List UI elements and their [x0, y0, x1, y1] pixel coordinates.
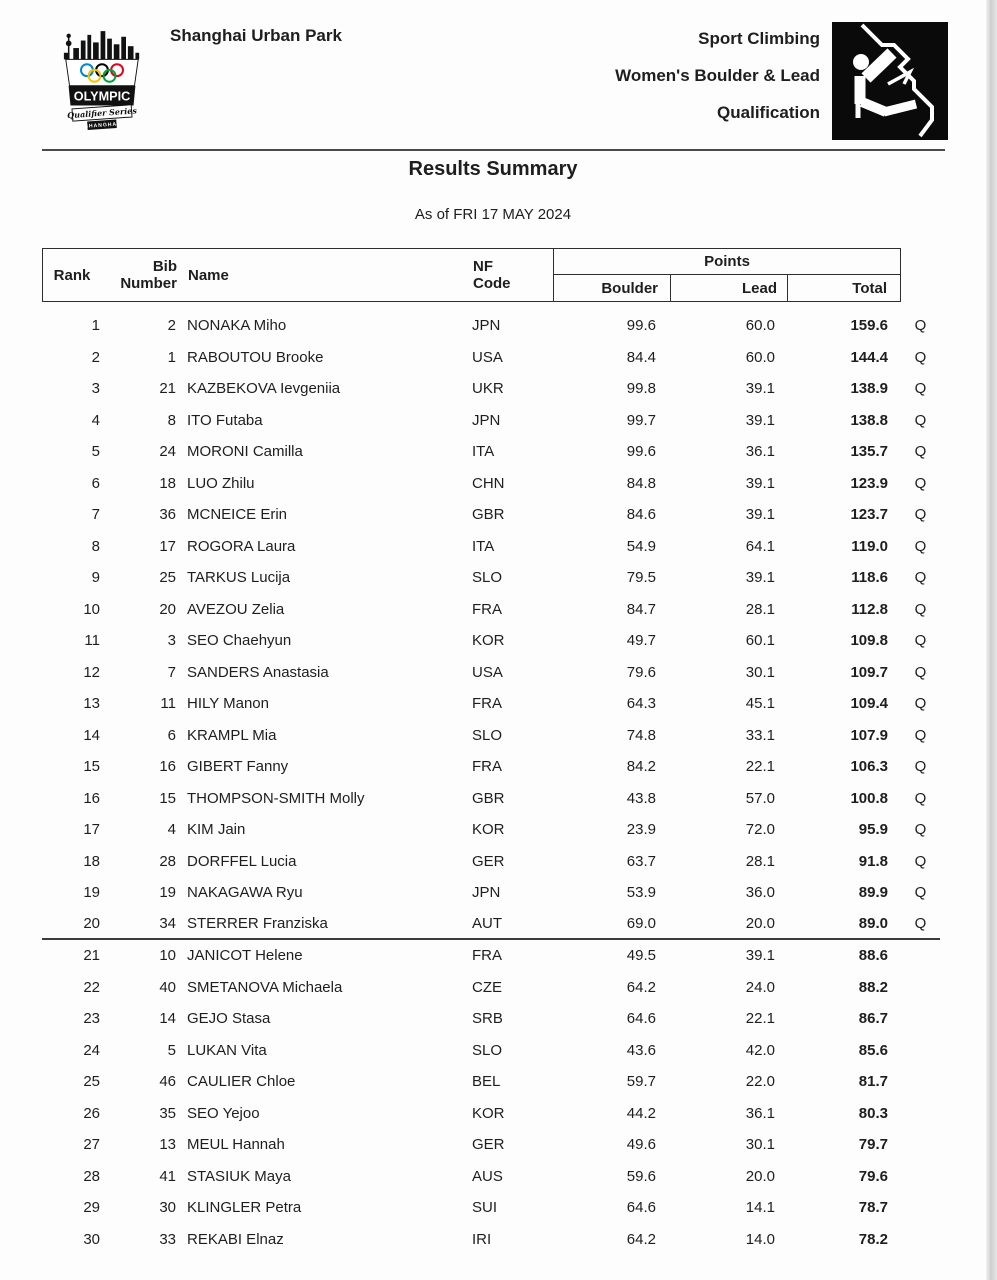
nf-code-cell: SLO — [472, 1041, 503, 1059]
table-row — [42, 594, 940, 626]
bib-cell: 11 — [160, 695, 176, 713]
total-points-cell: 79.7 — [858, 1136, 888, 1154]
rank-cell: 1 — [91, 317, 100, 335]
bib-cell: 24 — [159, 443, 176, 461]
qualified-mark: Q — [914, 474, 927, 492]
nf-code-cell: AUS — [472, 1167, 503, 1185]
bib-cell: 25 — [159, 569, 176, 587]
lead-points-cell: 36.0 — [745, 884, 775, 902]
table-row — [42, 1098, 940, 1130]
lead-points-cell: 39.1 — [745, 411, 775, 429]
name-cell: JANICOT Helene — [187, 947, 303, 965]
name-cell: SEO Chaehyun — [187, 632, 292, 650]
rank-cell: 14 — [83, 726, 100, 744]
rank-cell: 11 — [84, 632, 100, 650]
bib-cell: 7 — [167, 663, 176, 681]
bib-cell: 28 — [159, 852, 176, 870]
rank-cell: 2 — [91, 348, 100, 366]
results-table-header — [42, 248, 901, 302]
total-points-cell: 88.2 — [858, 978, 888, 996]
table-row — [42, 499, 940, 531]
bib-cell: 3 — [167, 632, 176, 650]
bib-cell: 2 — [167, 317, 176, 335]
nf-code-cell: GER — [472, 1136, 505, 1154]
table-row — [42, 940, 940, 972]
nf-code-cell: UKR — [472, 380, 504, 398]
bib-cell: 5 — [167, 1041, 176, 1059]
nf-code-cell: KOR — [472, 1104, 505, 1122]
nf-code-cell: CZE — [472, 978, 502, 996]
boulder-points-cell: 64.6 — [626, 1010, 656, 1028]
total-points-cell: 144.4 — [850, 348, 888, 366]
lead-points-cell: 60.1 — [745, 632, 775, 650]
lead-points-cell: 39.1 — [745, 506, 775, 524]
boulder-points-cell: 79.5 — [626, 569, 656, 587]
name-cell: KAZBEKOVA Ievgeniia — [187, 380, 341, 398]
boulder-points-cell: 84.6 — [626, 506, 656, 524]
rank-cell: 15 — [83, 758, 100, 776]
bib-cell: 14 — [159, 1010, 176, 1028]
qualified-mark: Q — [914, 884, 927, 902]
lead-points-cell: 60.0 — [745, 348, 775, 366]
total-points-cell: 95.9 — [858, 821, 888, 839]
lead-points-cell: 33.1 — [745, 726, 775, 744]
phase-label: Qualification — [717, 103, 820, 122]
event-label: Women's Boulder & Lead — [615, 66, 820, 85]
column-header-total: Total — [787, 275, 900, 301]
bib-cell: 35 — [159, 1104, 176, 1122]
rank-cell: 5 — [91, 443, 100, 461]
lead-points-cell: 72.0 — [745, 821, 775, 839]
results-table-body — [42, 310, 940, 1255]
boulder-points-cell: 79.6 — [626, 663, 656, 681]
olympic-qualifier-series-logo-icon — [62, 22, 142, 140]
lead-points-cell: 30.1 — [745, 1136, 775, 1154]
nf-code-cell: GER — [472, 852, 505, 870]
qualified-mark: Q — [914, 821, 927, 839]
bib-cell: 36 — [159, 506, 176, 524]
sport-climbing-pictogram-icon — [832, 22, 948, 140]
name-cell: STERRER Franziska — [187, 914, 328, 932]
column-header-points: Points — [554, 249, 900, 275]
bib-cell: 34 — [159, 914, 176, 932]
bib-cell: 19 — [159, 884, 176, 902]
table-row — [42, 814, 940, 846]
qualified-mark: Q — [914, 914, 927, 932]
table-row — [42, 1129, 940, 1161]
column-header-rank: Rank — [53, 266, 91, 284]
qualified-mark: Q — [914, 758, 927, 776]
lead-points-cell: 14.0 — [745, 1230, 775, 1248]
lead-points-cell: 28.1 — [745, 852, 775, 870]
table-row — [42, 1035, 940, 1067]
total-points-cell: 112.8 — [851, 600, 888, 618]
lead-points-cell: 39.1 — [745, 380, 775, 398]
rank-cell: 25 — [83, 1073, 100, 1091]
name-cell: SANDERS Anastasia — [187, 663, 329, 681]
table-row — [42, 310, 940, 342]
qualified-mark: Q — [914, 600, 927, 618]
qualified-mark: Q — [914, 663, 927, 681]
total-points-cell: 81.7 — [858, 1073, 888, 1091]
total-points-cell: 80.3 — [858, 1104, 888, 1122]
total-points-cell: 78.2 — [858, 1230, 888, 1248]
nf-code-cell: FRA — [472, 695, 502, 713]
total-points-cell: 109.4 — [850, 695, 888, 713]
nf-code-cell: AUT — [472, 914, 502, 932]
column-header-name: Name — [188, 266, 229, 284]
name-cell: TARKUS Lucija — [187, 569, 291, 587]
total-points-cell: 159.6 — [850, 317, 888, 335]
event-info-block — [560, 20, 820, 131]
name-cell: THOMPSON-SMITH Molly — [187, 789, 365, 807]
name-cell: GEJO Stasa — [187, 1010, 271, 1028]
table-row — [42, 877, 940, 909]
total-points-cell: 107.9 — [850, 726, 888, 744]
skyline-silhouette — [64, 31, 139, 59]
name-cell: MEUL Hannah — [187, 1136, 285, 1154]
nf-code-cell: JPN — [472, 411, 501, 429]
total-points-cell: 109.7 — [850, 663, 888, 681]
lead-points-cell: 39.1 — [745, 474, 775, 492]
qualified-mark: Q — [914, 506, 927, 524]
boulder-points-cell: 99.8 — [626, 380, 656, 398]
total-points-cell: 88.6 — [858, 947, 888, 965]
name-cell: MORONI Camilla — [187, 443, 303, 461]
table-row — [42, 688, 940, 720]
logo-qualifier-series-text: Qualifier Series — [66, 105, 138, 121]
name-cell: HILY Manon — [187, 695, 269, 713]
total-points-cell: 91.8 — [858, 852, 888, 870]
logo-shanghai-text: SHANGHAI — [84, 121, 120, 130]
qualified-mark: Q — [914, 789, 927, 807]
page-title: Results Summary — [408, 158, 578, 180]
table-row — [42, 531, 940, 563]
boulder-points-cell: 23.9 — [626, 821, 656, 839]
lead-points-cell: 20.0 — [745, 914, 775, 932]
rank-cell: 6 — [91, 474, 100, 492]
total-points-cell: 138.9 — [850, 380, 888, 398]
name-cell: AVEZOU Zelia — [187, 600, 285, 618]
nf-code-cell: KOR — [472, 821, 505, 839]
name-cell: CAULIER Chloe — [187, 1073, 296, 1091]
total-points-cell: 89.9 — [858, 884, 888, 902]
lead-points-cell: 28.1 — [745, 600, 775, 618]
lead-points-cell: 42.0 — [745, 1041, 775, 1059]
name-cell: NAKAGAWA Ryu — [187, 884, 303, 902]
boulder-points-cell: 64.3 — [626, 695, 656, 713]
boulder-points-cell: 99.6 — [626, 443, 656, 461]
total-points-cell: 100.8 — [850, 789, 888, 807]
nf-code-cell: SUI — [472, 1199, 498, 1217]
name-cell: REKABI Elnaz — [187, 1230, 284, 1248]
name-cell: MCNEICE Erin — [187, 506, 288, 524]
lead-points-cell: 64.1 — [745, 537, 775, 555]
rank-cell: 27 — [83, 1136, 100, 1154]
boulder-points-cell: 43.8 — [626, 789, 656, 807]
rank-cell: 26 — [83, 1104, 100, 1122]
table-row — [42, 1192, 940, 1224]
boulder-points-cell: 63.7 — [626, 852, 656, 870]
bib-cell: 16 — [159, 758, 176, 776]
name-cell: DORFFEL Lucia — [187, 852, 297, 870]
bib-cell: 15 — [159, 789, 176, 807]
table-row — [42, 720, 940, 752]
boulder-points-cell: 49.5 — [626, 947, 656, 965]
total-points-cell: 86.7 — [858, 1010, 888, 1028]
boulder-points-cell: 64.2 — [626, 1230, 656, 1248]
name-cell: SEO Yejoo — [187, 1104, 260, 1122]
logo-olympic-text: OLYMPIC — [73, 88, 131, 104]
qualified-mark: Q — [914, 695, 927, 713]
rank-cell: 28 — [83, 1167, 100, 1185]
nf-code-cell: USA — [472, 663, 503, 681]
name-cell: ROGORA Laura — [187, 537, 296, 555]
nf-code-cell: GBR — [472, 506, 505, 524]
rank-cell: 20 — [83, 914, 100, 932]
table-row — [42, 373, 940, 405]
table-row — [42, 625, 940, 657]
rank-cell: 22 — [83, 978, 100, 996]
boulder-points-cell: 74.8 — [626, 726, 656, 744]
table-row — [42, 562, 940, 594]
name-cell: STASIUK Maya — [187, 1167, 291, 1185]
rank-cell: 18 — [83, 852, 100, 870]
page-edge-shadow — [986, 0, 997, 1280]
rank-cell: 9 — [91, 569, 100, 587]
table-row — [42, 657, 940, 689]
boulder-points-cell: 44.2 — [626, 1104, 656, 1122]
rank-cell: 29 — [83, 1199, 100, 1217]
rank-cell: 13 — [83, 695, 100, 713]
nf-code-cell: SLO — [472, 569, 503, 587]
nf-code-cell: CHN — [472, 474, 505, 492]
boulder-points-cell: 84.8 — [626, 474, 656, 492]
table-row — [42, 468, 940, 500]
qualified-mark: Q — [914, 348, 927, 366]
rank-cell: 30 — [83, 1230, 100, 1248]
nf-code-cell: ITA — [472, 537, 495, 555]
nf-code-cell: FRA — [472, 758, 502, 776]
bib-cell: 20 — [159, 600, 176, 618]
lead-points-cell: 39.1 — [745, 569, 775, 587]
lead-points-cell: 22.1 — [745, 758, 775, 776]
table-row — [42, 436, 940, 468]
nf-code-cell: KOR — [472, 632, 505, 650]
rank-cell: 16 — [83, 789, 100, 807]
boulder-points-cell: 54.9 — [626, 537, 656, 555]
rank-cell: 8 — [91, 537, 100, 555]
boulder-points-cell: 99.7 — [626, 411, 656, 429]
table-row — [42, 342, 940, 374]
rank-cell: 17 — [83, 821, 100, 839]
venue-title: Shanghai Urban Park — [170, 26, 342, 45]
lead-points-cell: 60.0 — [745, 317, 775, 335]
total-points-cell: 106.3 — [850, 758, 888, 776]
rank-cell: 23 — [83, 1010, 100, 1028]
name-cell: GIBERT Fanny — [187, 758, 289, 776]
lead-points-cell: 22.1 — [745, 1010, 775, 1028]
bib-cell: 10 — [159, 947, 176, 965]
boulder-points-cell: 99.6 — [626, 317, 656, 335]
qualified-mark: Q — [914, 632, 927, 650]
column-header-nf-code: NF Code — [473, 258, 511, 292]
total-points-cell: 78.7 — [858, 1199, 888, 1217]
name-cell: KLINGLER Petra — [187, 1199, 302, 1217]
header-divider — [42, 149, 945, 151]
nf-code-cell: IRI — [472, 1230, 492, 1248]
nf-code-cell: FRA — [472, 600, 502, 618]
bib-cell: 18 — [159, 474, 176, 492]
bib-cell: 17 — [159, 537, 176, 555]
bib-cell: 40 — [159, 978, 176, 996]
lead-points-cell: 57.0 — [745, 789, 775, 807]
nf-code-cell: JPN — [472, 884, 501, 902]
boulder-points-cell: 43.6 — [626, 1041, 656, 1059]
boulder-points-cell: 49.7 — [626, 632, 656, 650]
column-header-boulder: Boulder — [601, 279, 658, 297]
nf-code-cell: BEL — [472, 1073, 501, 1091]
bib-cell: 33 — [159, 1230, 176, 1248]
qualified-mark: Q — [914, 411, 927, 429]
total-points-cell: 138.8 — [850, 411, 888, 429]
total-points-cell: 118.6 — [851, 569, 888, 587]
lead-points-cell: 24.0 — [745, 978, 775, 996]
nf-code-cell: FRA — [472, 947, 502, 965]
lead-points-cell: 20.0 — [745, 1167, 775, 1185]
lead-points-cell: 14.1 — [745, 1199, 775, 1217]
nf-code-cell: SRB — [472, 1010, 503, 1028]
as-of-date: As of FRI 17 MAY 2024 — [414, 206, 572, 223]
table-row — [42, 1224, 940, 1256]
total-points-cell: 109.8 — [850, 632, 888, 650]
boulder-points-cell: 49.6 — [626, 1136, 656, 1154]
table-row — [42, 1161, 940, 1193]
lead-points-cell: 39.1 — [745, 947, 775, 965]
lead-points-cell: 45.1 — [745, 695, 775, 713]
bib-cell: 8 — [167, 411, 176, 429]
total-points-cell: 79.6 — [858, 1167, 888, 1185]
bib-cell: 13 — [159, 1136, 176, 1154]
nf-code-cell: ITA — [472, 443, 495, 461]
boulder-points-cell: 64.2 — [626, 978, 656, 996]
lead-points-cell: 30.1 — [745, 663, 775, 681]
sport-label: Sport Climbing — [698, 29, 820, 48]
boulder-points-cell: 64.6 — [626, 1199, 656, 1217]
column-header-lead: Lead — [670, 275, 787, 301]
name-cell: KIM Jain — [187, 821, 246, 839]
lead-points-cell: 36.1 — [745, 1104, 775, 1122]
bib-cell: 6 — [167, 726, 176, 744]
table-row — [42, 751, 940, 783]
name-cell: LUO Zhilu — [187, 474, 255, 492]
nf-code-cell: SLO — [472, 726, 503, 744]
total-points-cell: 119.0 — [851, 537, 888, 555]
total-points-cell: 123.9 — [850, 474, 888, 492]
name-cell: RABOUTOU Brooke — [187, 348, 324, 366]
qualified-mark: Q — [914, 443, 927, 461]
table-row — [42, 846, 940, 878]
column-header-bib-number: Bib Number — [120, 258, 177, 292]
total-points-cell: 85.6 — [858, 1041, 888, 1059]
name-cell: KRAMPL Mia — [187, 726, 277, 744]
total-points-cell: 135.7 — [850, 443, 888, 461]
name-cell: SMETANOVA Michaela — [187, 978, 343, 996]
boulder-points-cell: 84.2 — [626, 758, 656, 776]
rank-cell: 3 — [91, 380, 100, 398]
column-header-points-group — [553, 249, 900, 301]
table-row — [42, 405, 940, 437]
lead-points-cell: 22.0 — [745, 1073, 775, 1091]
bib-cell: 1 — [167, 348, 176, 366]
nf-code-cell: GBR — [472, 789, 505, 807]
bib-cell: 41 — [159, 1167, 176, 1185]
qualified-mark: Q — [914, 317, 927, 335]
total-points-cell: 123.7 — [850, 506, 888, 524]
table-row — [42, 1003, 940, 1035]
qualified-mark: Q — [914, 726, 927, 744]
boulder-points-cell: 59.6 — [626, 1167, 656, 1185]
rank-cell: 24 — [83, 1041, 100, 1059]
nf-code-cell: JPN — [472, 317, 501, 335]
rank-cell: 10 — [83, 600, 100, 618]
boulder-points-cell: 69.0 — [626, 914, 656, 932]
qualified-mark: Q — [914, 380, 927, 398]
table-row — [42, 909, 940, 941]
nf-code-cell: USA — [472, 348, 503, 366]
bib-cell: 46 — [159, 1073, 176, 1091]
name-cell: ITO Futaba — [187, 411, 263, 429]
boulder-points-cell: 84.4 — [626, 348, 656, 366]
rank-cell: 7 — [91, 506, 100, 524]
boulder-points-cell: 59.7 — [626, 1073, 656, 1091]
rank-cell: 4 — [91, 411, 100, 429]
table-row — [42, 1066, 940, 1098]
table-row — [42, 972, 940, 1004]
boulder-points-cell: 53.9 — [626, 884, 656, 902]
total-points-cell: 89.0 — [858, 914, 888, 932]
rank-cell: 12 — [83, 663, 100, 681]
name-cell: LUKAN Vita — [187, 1041, 267, 1059]
bib-cell: 21 — [159, 380, 176, 398]
qualified-mark: Q — [914, 569, 927, 587]
rank-cell: 19 — [83, 884, 100, 902]
rank-cell: 21 — [83, 947, 100, 965]
boulder-points-cell: 84.7 — [626, 600, 656, 618]
bib-cell: 4 — [167, 821, 176, 839]
qualified-mark: Q — [914, 852, 927, 870]
lead-points-cell: 36.1 — [745, 443, 775, 461]
bib-cell: 30 — [159, 1199, 176, 1217]
qualified-mark: Q — [914, 537, 927, 555]
table-row — [42, 783, 940, 815]
name-cell: NONAKA Miho — [187, 317, 287, 335]
